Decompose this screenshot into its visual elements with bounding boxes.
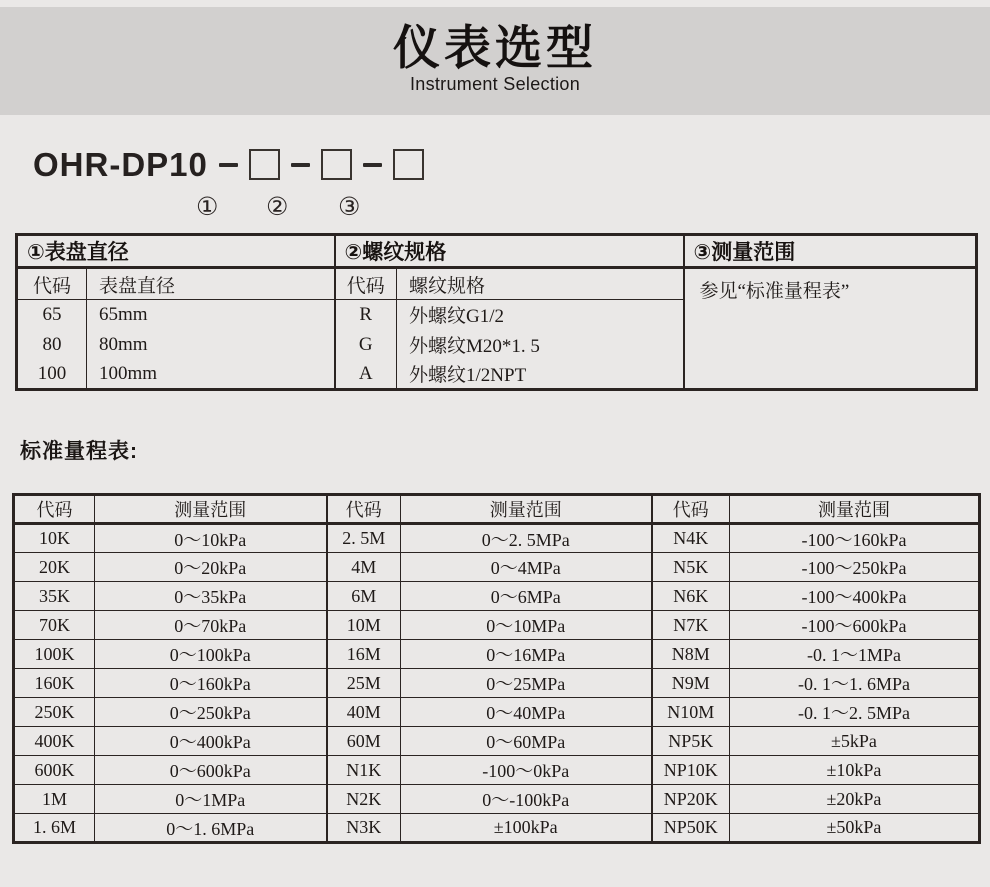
range-table-cell: -100～250kPa — [730, 553, 980, 582]
range-table-cell: N3K — [327, 814, 401, 843]
circled-number-3: ③ — [338, 192, 361, 221]
range-table-cell: 0～160kPa — [95, 669, 327, 698]
range-table-cell: 0～100kPa — [95, 640, 327, 669]
range-table-cell: N2K — [327, 785, 401, 814]
page-title: 仪表选型 — [393, 21, 597, 74]
range-table-cell: 0～2. 5MPa — [401, 524, 652, 553]
model-option-box-2 — [321, 149, 352, 180]
range-table-cell: 1. 6M — [14, 814, 95, 843]
value-cell: 外螺纹1/2NPT — [397, 360, 684, 390]
range-table-cell: 0～25MPa — [401, 669, 652, 698]
range-col-header: 测量范围 — [401, 495, 652, 524]
range-table-cell: NP50K — [652, 814, 730, 843]
range-table-cell: 160K — [14, 669, 95, 698]
range-table-cell: N7K — [652, 611, 730, 640]
range-table-cell: 1M — [14, 785, 95, 814]
selection-table — [15, 233, 978, 391]
range-table-cell: 100K — [14, 640, 95, 669]
range-table-cell: 0～6MPa — [401, 582, 652, 611]
range-table-row — [14, 582, 980, 611]
range-col-header: 代码 — [652, 495, 730, 524]
range-table-cell: N1K — [327, 756, 401, 785]
range-table-cell: 600K — [14, 756, 95, 785]
range-table-cell: 0～-100kPa — [401, 785, 652, 814]
selection-col2-header: ②螺纹规格 — [335, 235, 684, 268]
range-table-cell: 0～600kPa — [95, 756, 327, 785]
range-table-cell: 0～70kPa — [95, 611, 327, 640]
page-subtitle: Instrument Selection — [409, 74, 581, 95]
subheader-cell: 代码 — [335, 268, 397, 300]
range-table-cell: -0. 1～2. 5MPa — [730, 698, 980, 727]
range-table-cell: 0～10kPa — [95, 524, 327, 553]
code-cell: 80 — [17, 330, 87, 360]
selection-header-row — [17, 235, 977, 268]
selection-col1-header: ①表盘直径 — [17, 235, 335, 268]
range-table-row — [14, 611, 980, 640]
range-table-body — [14, 524, 980, 843]
range-table-row — [14, 524, 980, 553]
range-table-cell: 20K — [14, 553, 95, 582]
range-table-cell: -100～600kPa — [730, 611, 980, 640]
range-table-cell: ±100kPa — [401, 814, 652, 843]
measuring-range-note: 参见“标准量程表” — [684, 268, 977, 390]
range-col-header: 代码 — [327, 495, 401, 524]
selection-subheader-row — [17, 268, 977, 300]
range-table-cell: 0～10MPa — [401, 611, 652, 640]
range-table-cell: 10M — [327, 611, 401, 640]
standard-range-table — [12, 493, 981, 844]
range-table-cell: N9M — [652, 669, 730, 698]
range-table-row — [14, 814, 980, 843]
range-table-cell: 35K — [14, 582, 95, 611]
value-cell: 80mm — [87, 330, 335, 360]
dash-separator — [219, 163, 238, 167]
range-table-cell: 250K — [14, 698, 95, 727]
range-table-cell: 0～1. 6MPa — [95, 814, 327, 843]
range-table-cell: ±50kPa — [730, 814, 980, 843]
range-table-cell: N4K — [652, 524, 730, 553]
range-table-cell: -100～160kPa — [730, 524, 980, 553]
range-table-cell: 400K — [14, 727, 95, 756]
range-table-row — [14, 669, 980, 698]
value-cell: 外螺纹M20*1. 5 — [397, 330, 684, 360]
range-table-cell: -100～0kPa — [401, 756, 652, 785]
range-table-cell: NP10K — [652, 756, 730, 785]
range-table-cell: 16M — [327, 640, 401, 669]
range-table-cell: NP20K — [652, 785, 730, 814]
code-cell: A — [335, 360, 397, 390]
range-table-cell: 0～1MPa — [95, 785, 327, 814]
model-option-box-3 — [393, 149, 424, 180]
dash-separator — [363, 163, 382, 167]
range-table-cell: N5K — [652, 553, 730, 582]
range-header-row — [14, 495, 980, 524]
range-table-cell: ±20kPa — [730, 785, 980, 814]
range-table-cell: N10M — [652, 698, 730, 727]
range-table-cell: 60M — [327, 727, 401, 756]
range-table-cell: 0～400kPa — [95, 727, 327, 756]
model-code-diagram — [33, 148, 424, 181]
value-cell: 100mm — [87, 360, 335, 390]
range-table-cell: 0～250kPa — [95, 698, 327, 727]
range-table-cell: 0～16MPa — [401, 640, 652, 669]
range-table-row — [14, 698, 980, 727]
code-cell: 65 — [17, 300, 87, 330]
range-col-header: 测量范围 — [730, 495, 980, 524]
selection-col3-header: ③测量范围 — [684, 235, 977, 268]
range-table-cell: 25M — [327, 669, 401, 698]
subheader-cell: 代码 — [17, 268, 87, 300]
range-table-cell: 10K — [14, 524, 95, 553]
range-table-cell: N8M — [652, 640, 730, 669]
value-cell: 外螺纹G1/2 — [397, 300, 684, 330]
value-cell: 65mm — [87, 300, 335, 330]
dash-separator — [291, 163, 310, 167]
circled-number-1: ① — [196, 192, 219, 221]
range-table-cell: 70K — [14, 611, 95, 640]
range-table-cell: 2. 5M — [327, 524, 401, 553]
range-table-cell: 6M — [327, 582, 401, 611]
subheader-cell: 表盘直径 — [87, 268, 335, 300]
range-table-cell: -0. 1～1. 6MPa — [730, 669, 980, 698]
range-table-title: 标准量程表: — [20, 440, 138, 463]
range-col-header: 测量范围 — [95, 495, 327, 524]
subheader-cell: 螺纹规格 — [397, 268, 684, 300]
range-table-row — [14, 785, 980, 814]
range-table-cell: -0. 1～1MPa — [730, 640, 980, 669]
range-table-cell: 0～60MPa — [401, 727, 652, 756]
range-table-cell: 0～4MPa — [401, 553, 652, 582]
range-table-cell: 4M — [327, 553, 401, 582]
model-option-box-1 — [249, 149, 280, 180]
range-table-cell: N6K — [652, 582, 730, 611]
range-table-cell: -100～400kPa — [730, 582, 980, 611]
code-cell: R — [335, 300, 397, 330]
range-table-row — [14, 553, 980, 582]
model-code: OHR-DP10 — [33, 146, 208, 183]
code-cell: G — [335, 330, 397, 360]
range-table-cell: 40M — [327, 698, 401, 727]
header-banner — [0, 7, 990, 115]
range-table-row — [14, 727, 980, 756]
range-table-cell: NP5K — [652, 727, 730, 756]
range-table-cell: 0～40MPa — [401, 698, 652, 727]
range-table-row — [14, 756, 980, 785]
circled-number-2: ② — [266, 192, 289, 221]
range-table-cell: 0～35kPa — [95, 582, 327, 611]
range-table-cell: ±10kPa — [730, 756, 980, 785]
range-table-cell: ±5kPa — [730, 727, 980, 756]
range-table-row — [14, 640, 980, 669]
range-table-cell: 0～20kPa — [95, 553, 327, 582]
code-cell: 100 — [17, 360, 87, 390]
range-col-header: 代码 — [14, 495, 95, 524]
